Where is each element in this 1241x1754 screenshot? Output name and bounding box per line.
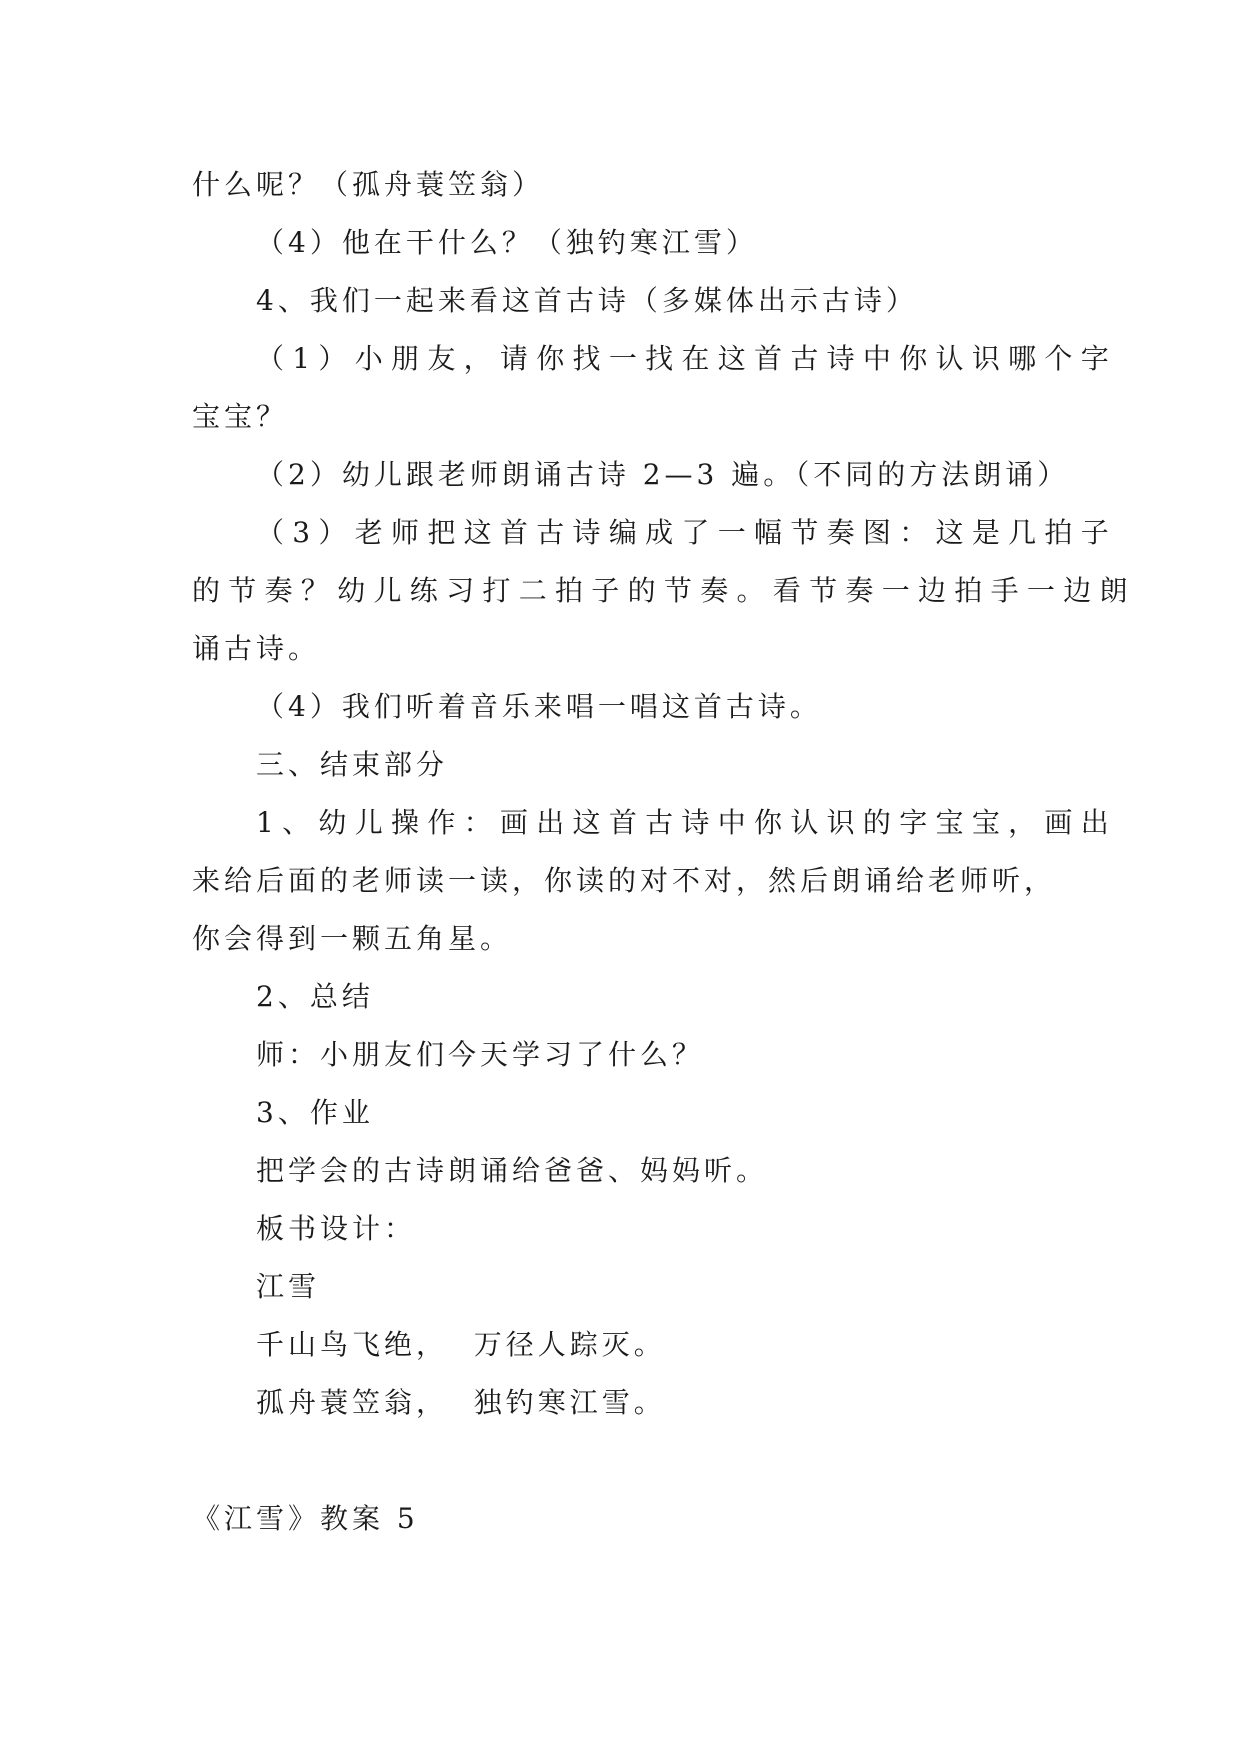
section-heading: 三、结束部分 — [256, 748, 449, 781]
text-line: 宝宝？ — [192, 400, 289, 433]
text-line: 把学会的古诗朗诵给爸爸、妈妈听。 — [256, 1154, 769, 1187]
text-line: 3、作业 — [256, 1096, 374, 1129]
text-line: 的节奏？幼儿练习打二拍子的节奏。看节奏一边拍手一边朗 — [192, 574, 1136, 607]
text-line: 师：小朋友们今天学习了什么？ — [256, 1038, 705, 1071]
poem-line: 孤舟蓑笠翁， 独钓寒江雪。 — [256, 1386, 666, 1419]
text-line: （1）小朋友，请你找一找在这首古诗中你认识哪个字 — [256, 342, 1118, 375]
poem-title: 江雪 — [256, 1270, 321, 1303]
text-line: 什么呢？（孤舟蓑笠翁） — [192, 168, 545, 201]
text-line: 1、幼儿操作：画出这首古诗中你认识的字宝宝，画出 — [256, 806, 1118, 839]
text-line: 板书设计： — [256, 1212, 417, 1245]
poem-line: 千山鸟飞绝， 万径人踪灭。 — [256, 1328, 666, 1361]
text-line: 2、总结 — [256, 980, 374, 1013]
next-section-title: 《江雪》教案 5 — [192, 1502, 419, 1535]
text-line: 诵古诗。 — [192, 632, 321, 665]
text-line: （2）幼儿跟老师朗诵古诗 2—3 遍。（不同的方法朗诵） — [256, 458, 1070, 491]
text-line: 你会得到一颗五角星。 — [192, 922, 513, 955]
text-line: 来给后面的老师读一读，你读的对不对，然后朗诵给老师听， — [192, 864, 1057, 897]
text-line: （4）我们听着音乐来唱一唱这首古诗。 — [256, 690, 822, 723]
text-line: 4、我们一起来看这首古诗（多媒体出示古诗） — [256, 284, 918, 317]
text-line: （4）他在干什么？（独钓寒江雪） — [256, 226, 758, 259]
text-line: （3）老师把这首古诗编成了一幅节奏图：这是几拍子 — [256, 516, 1118, 549]
